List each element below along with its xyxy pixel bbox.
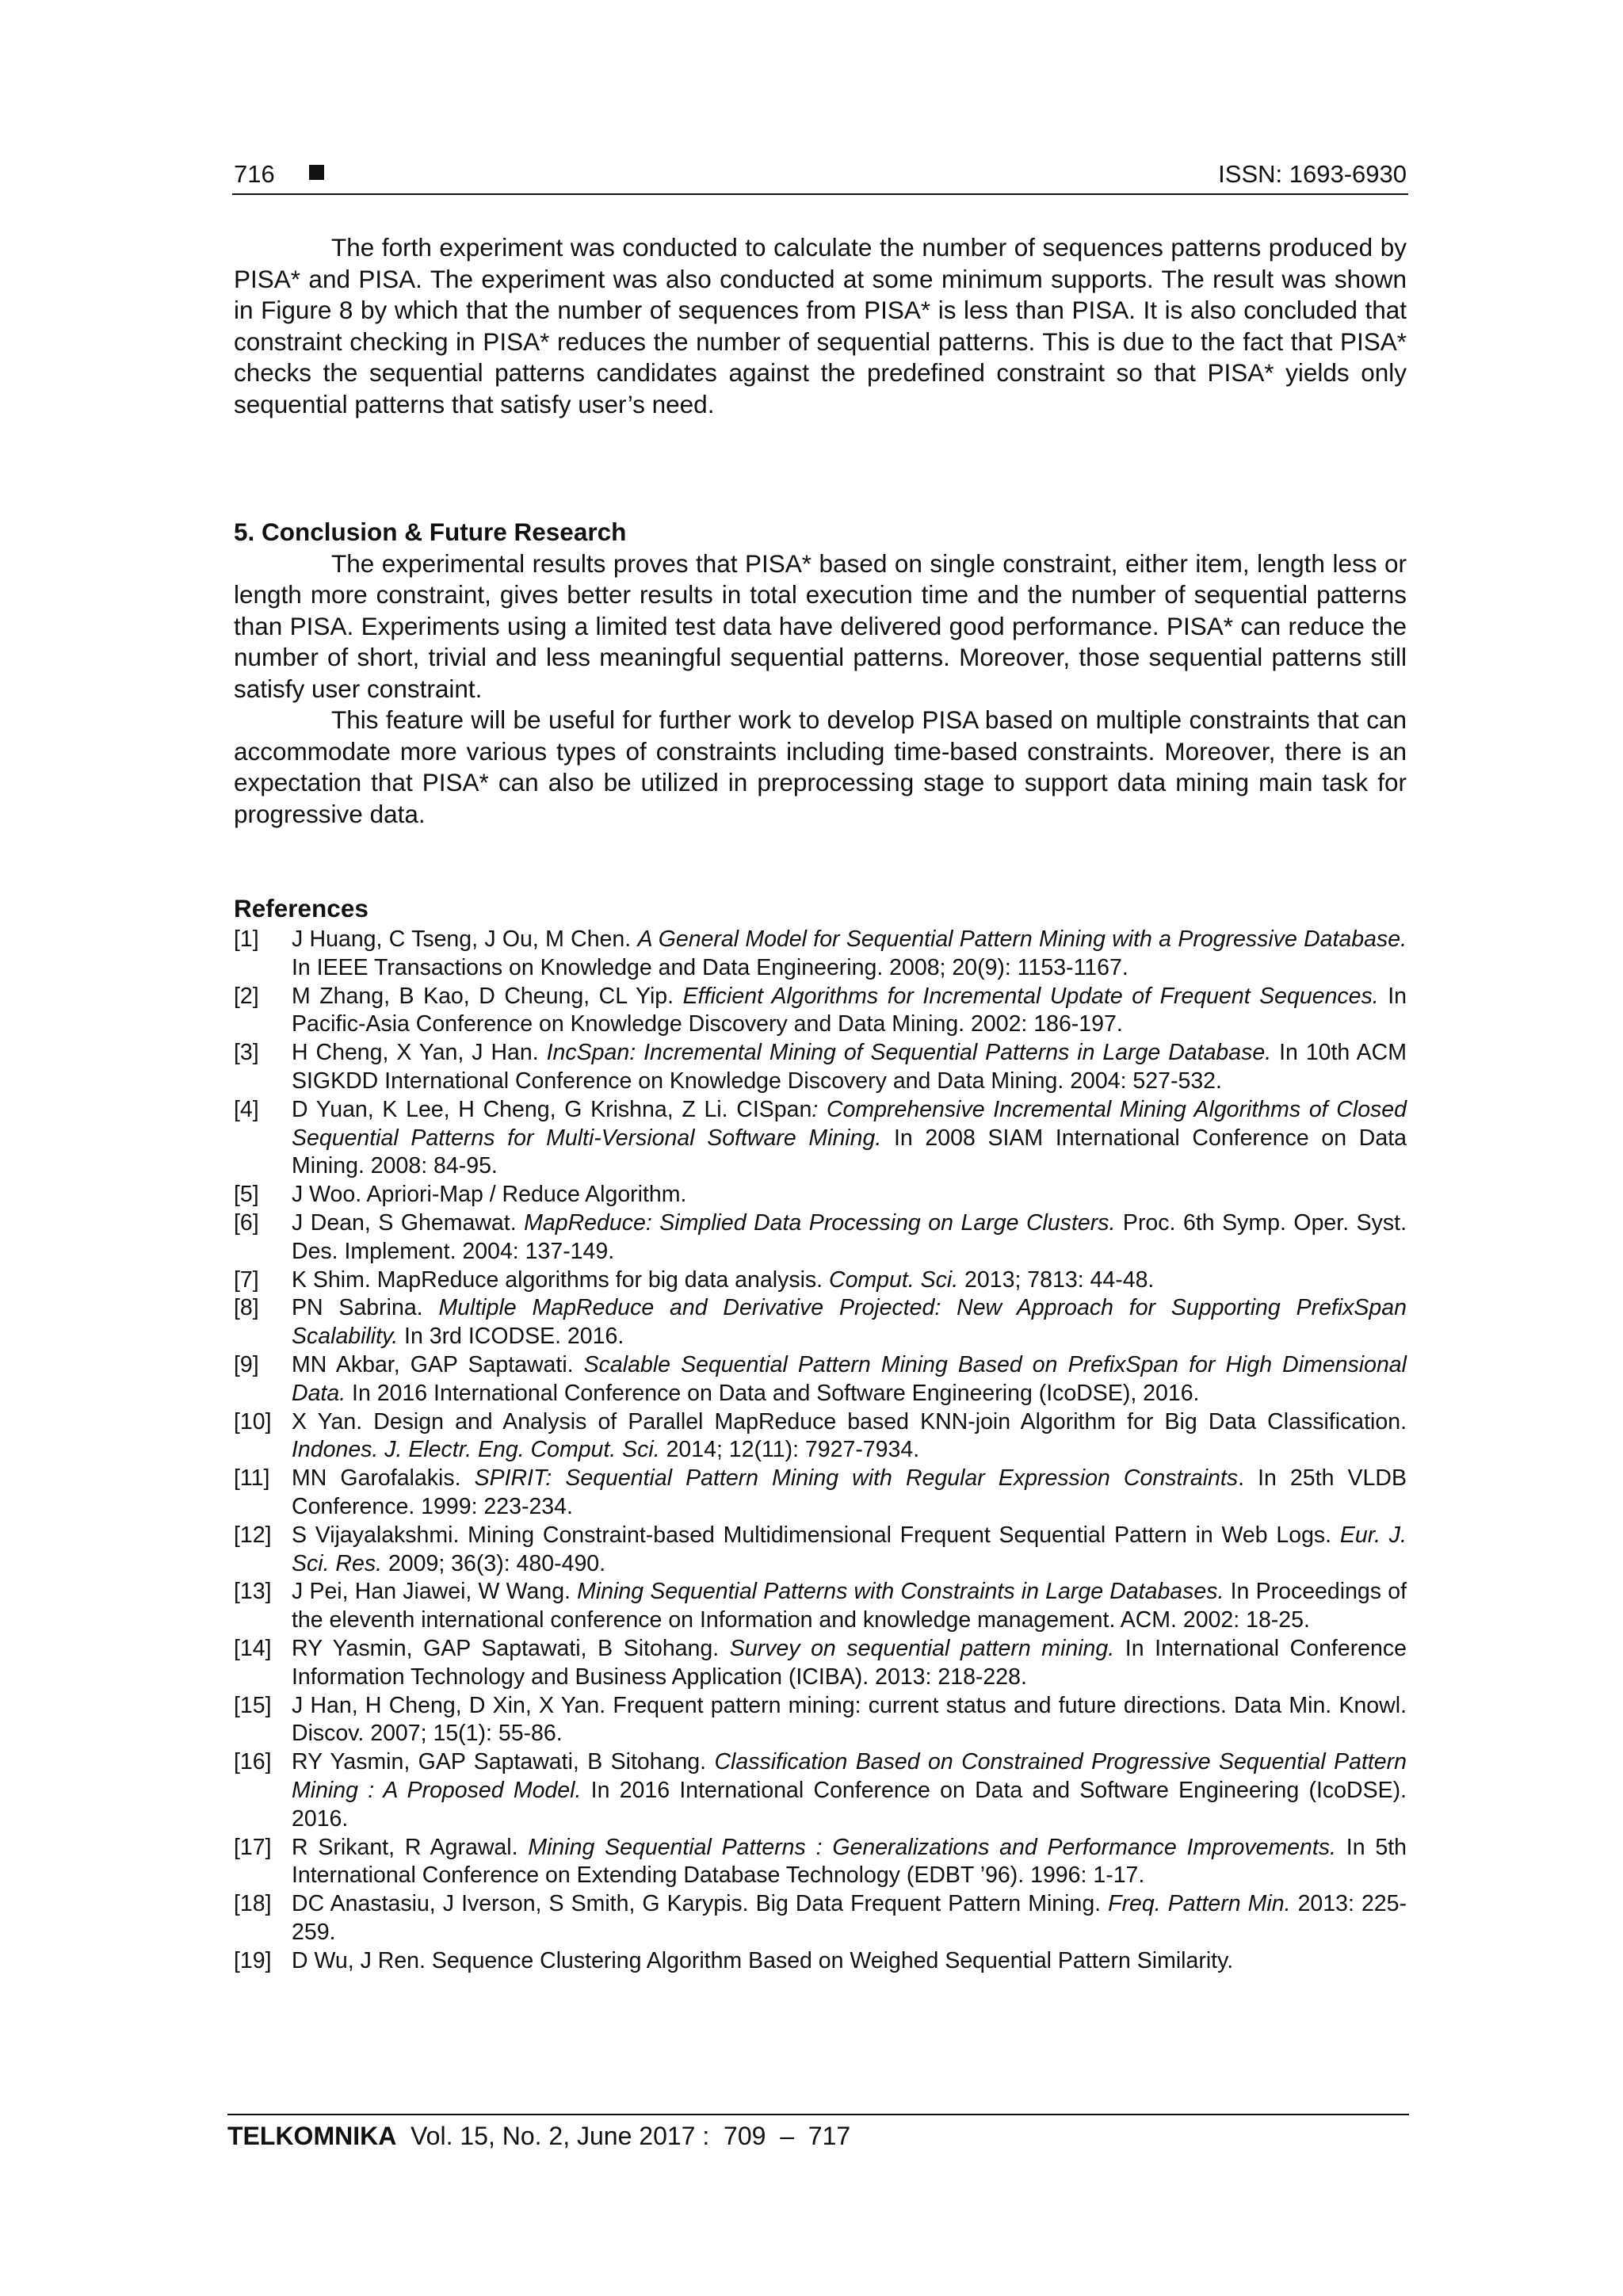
reference-title: : Comprehensive Incremental Mining Algorithms of Closed Sequential Patterns for Multi-Versional Software Mining. — [292, 1096, 1407, 1151]
reference-title: Classification Based on Constrained Progressive Sequential Pattern Mining : A Proposed Model. — [292, 1749, 1407, 1803]
reference-number: [1] — [234, 926, 259, 952]
reference-number: [17] — [234, 1834, 272, 1860]
reference-item — [234, 1096, 1407, 1181]
reference-title: A General Model for Sequential Pattern Mining with a Progressive Database. — [637, 926, 1407, 952]
reference-title: Mining Sequential Patterns with Constraints in Large Databases. — [577, 1579, 1224, 1605]
reference-number: [3] — [234, 1040, 259, 1066]
journal-name: TELKOMNIKA — [227, 2122, 397, 2150]
reference-title: Survey on sequential pattern mining. — [729, 1635, 1115, 1661]
page-footer — [227, 2114, 1409, 2152]
reference-source: 2013; 7813: 44-48. — [958, 1266, 1155, 1293]
reference-number: [7] — [234, 1266, 259, 1293]
reference-item — [234, 1294, 1407, 1351]
reference-title: Multiple MapReduce and Derivative Projected: New Approach for Supporting PrefixSpan Scalability. — [292, 1295, 1407, 1350]
experiment-paragraph: The forth experiment was conducted to calculate the number of sequences patterns produced by PISA* and PISA. The experiment was also conducted at some minimum supports. The result was shown in Figure 8 by which that the number of sequences from PISA* is less than PISA. It is also concluded that constraint checking in PISA* reduces the number of sequential patterns. This is due to the fact that PISA* checks the sequential patterns candidates against the predefined constraint so that PISA* yields only sequential patterns that satisfy user’s need. — [234, 233, 1407, 418]
reference-source: . In 25th VLDB Conference. 1999: 223-234. — [292, 1465, 1407, 1519]
reference-text: H Cheng, X Yan, J Han. — [292, 1040, 547, 1066]
reference-text: K Shim. MapReduce algorithms for big data analysis. — [292, 1266, 829, 1293]
reference-title: Scalable Sequential Pattern Mining Based on PrefixSpan for High Dimensional Data. — [292, 1351, 1407, 1406]
reference-source: 2013: 225-259. — [292, 1891, 1407, 1945]
reference-source: In 2016 International Conference on Data and Software Engineering (IcoDSE). 2016. — [292, 1777, 1407, 1832]
conclusion-paragraph-2: This feature will be useful for further work to develop PISA based on multiple constraints that can accommodate more various types of constraints including time-based constraints. Moreover, there is an expectation that PISA* can also be utilized in preprocessing stage to support data mining main task for progressive data. — [234, 705, 1407, 828]
reference-source: 2014; 12(11): 7927-7934. — [659, 1437, 920, 1463]
issn-label: ISSN: 1693-6930 — [1218, 160, 1407, 188]
reference-item — [234, 1834, 1407, 1891]
reference-text: J Huang, C Tseng, J Ou, M Chen. — [292, 926, 638, 952]
square-bullet-icon — [309, 165, 324, 180]
references-heading: References — [234, 894, 369, 923]
reference-title: MapReduce: Simplied Data Processing on Large Clusters. — [524, 1209, 1116, 1236]
reference-source: In Proceedings of the eleventh international conference on Information and knowledge management. ACM. 2002: 18-25. — [292, 1579, 1407, 1633]
reference-title: IncSpan: Incremental Mining of Sequential Patterns in Large Database. — [546, 1040, 1272, 1066]
reference-title: Comput. Sci. — [829, 1266, 959, 1293]
reference-list — [234, 926, 1407, 1975]
reference-text: J Pei, Han Jiawei, W Wang. — [292, 1579, 578, 1605]
reference-text: D Wu, J Ren. Sequence Clustering Algorithm Based on Weighed Sequential Pattern Similarity. — [292, 1947, 1234, 1973]
conclusion-paragraph-1: The experimental results proves that PISA* based on single constraint, either item, length less or length more constraint, gives better results in total execution time and the number of sequential patterns than PISA. Experiments using a limited test data have delivered good performance. PISA* can reduce the number of short, trivial and less meaningful sequential patterns. Moreover, those sequential patterns still satisfy user constraint. — [234, 548, 1407, 703]
reference-item — [234, 1465, 1407, 1522]
reference-text: J Dean, S Ghemawat. — [292, 1209, 525, 1236]
reference-title: Mining Sequential Patterns : Generalizations and Performance Improvements. — [528, 1834, 1336, 1860]
reference-title: SPIRIT: Sequential Pattern Mining with Regular Expression Constraints — [474, 1465, 1239, 1492]
reference-number: [8] — [234, 1295, 259, 1321]
reference-item — [234, 1578, 1407, 1635]
page-header — [232, 155, 1408, 195]
reference-number: [10] — [234, 1408, 272, 1435]
reference-text: DC Anastasiu, J Iverson, S Smith, G Karypis. Big Data Frequent Pattern Mining. — [292, 1891, 1109, 1917]
experiment-paragraph-block — [234, 232, 1407, 420]
reference-number: [16] — [234, 1749, 272, 1775]
reference-number: [19] — [234, 1947, 272, 1973]
reference-item — [234, 1181, 1407, 1209]
reference-item — [234, 1947, 1407, 1976]
reference-item — [234, 1408, 1407, 1465]
reference-item — [234, 1266, 1407, 1295]
reference-source: In 2008 SIAM International Conference on Data Mining. 2008: 84-95. — [292, 1125, 1407, 1179]
reference-number: [11] — [234, 1465, 270, 1492]
reference-text: PN Sabrina. — [292, 1295, 439, 1321]
reference-number: [14] — [234, 1635, 272, 1661]
reference-number: [12] — [234, 1522, 272, 1548]
reference-source: In 5th International Conference on Extending Database Technology (EDBT ’96). 1996: 1-17. — [292, 1834, 1407, 1889]
reference-item — [234, 1522, 1407, 1579]
reference-number: [2] — [234, 983, 259, 1009]
reference-item — [234, 983, 1407, 1040]
reference-item — [234, 1209, 1407, 1266]
reference-item — [234, 1635, 1407, 1692]
reference-number: [4] — [234, 1096, 259, 1122]
conclusion-section — [234, 517, 1407, 830]
reference-text: RY Yasmin, GAP Saptawati, B Sitohang. — [292, 1749, 715, 1775]
reference-number: [13] — [234, 1579, 272, 1605]
reference-number: [9] — [234, 1351, 259, 1377]
reference-text: M Zhang, B Kao, D Cheung, CL Yip. — [292, 983, 683, 1009]
reference-title: Efficient Algorithms for Incremental Update of Frequent Sequences. — [682, 983, 1379, 1009]
reference-number: [18] — [234, 1891, 272, 1917]
reference-number: [5] — [234, 1182, 259, 1208]
reference-text: X Yan. Design and Analysis of Parallel MapReduce based KNN-join Algorithm for Big Data Classification. — [292, 1408, 1407, 1435]
reference-text: J Han, H Cheng, D Xin, X Yan. Frequent pattern mining: current status and future directions. Data Min. Knowl. Discov. 2007; 15(1): 55-86. — [292, 1692, 1407, 1747]
reference-item — [234, 926, 1407, 983]
reference-source: In International Conference Information Technology and Business Application (ICIBA). 2013: 218-228. — [292, 1635, 1407, 1690]
reference-source: 2009; 36(3): 480-490. — [382, 1550, 606, 1576]
reference-text: D Yuan, K Lee, H Cheng, G Krishna, Z Li. CISpan — [292, 1096, 812, 1122]
references-section — [234, 892, 1407, 1975]
reference-text: MN Akbar, GAP Saptawati. — [292, 1351, 584, 1377]
reference-source: In 3rd ICODSE. 2016. — [398, 1324, 624, 1350]
reference-text: R Srikant, R Agrawal. — [292, 1834, 529, 1860]
reference-source: In 10th ACM SIGKDD International Conference on Knowledge Discovery and Data Mining. 2004: 527-532. — [292, 1040, 1407, 1094]
reference-item — [234, 1039, 1407, 1096]
reference-text: MN Garofalakis. — [292, 1465, 475, 1492]
reference-title: Indones. J. Electr. Eng. Comput. Sci. — [292, 1437, 660, 1463]
reference-item — [234, 1351, 1407, 1408]
reference-source: In Pacific-Asia Conference on Knowledge Discovery and Data Mining. 2002: 186-197. — [292, 983, 1407, 1037]
reference-title: Eur. J. Sci. Res. — [292, 1522, 1407, 1576]
reference-source: In 2016 International Conference on Data and Software Engineering (IcoDSE), 2016. — [346, 1380, 1200, 1406]
reference-text: J Woo. Apriori-Map / Reduce Algorithm. — [292, 1182, 687, 1208]
reference-item — [234, 1748, 1407, 1833]
reference-text: RY Yasmin, GAP Saptawati, B Sitohang. — [292, 1635, 730, 1661]
reference-source: Proc. 6th Symp. Oper. Syst. Des. Implement. 2004: 137-149. — [292, 1209, 1407, 1264]
reference-item — [234, 1692, 1407, 1749]
reference-text: S Vijayalakshmi. Mining Constraint-based Multidimensional Frequent Sequential Pattern in Web Logs. — [292, 1522, 1340, 1548]
conclusion-heading: 5. Conclusion & Future Research — [234, 518, 627, 546]
page-number: 716 — [234, 160, 275, 188]
journal-citation: Vol. 15, No. 2, June 2017 : 709 – 717 — [396, 2122, 851, 2150]
reference-title: Freq. Pattern Min. — [1108, 1891, 1291, 1917]
reference-number: [15] — [234, 1692, 272, 1718]
reference-source: In IEEE Transactions on Knowledge and Data Engineering. 2008; 20(9): 1153-1167. — [292, 954, 1128, 980]
reference-number: [6] — [234, 1209, 259, 1236]
reference-item — [234, 1890, 1407, 1947]
